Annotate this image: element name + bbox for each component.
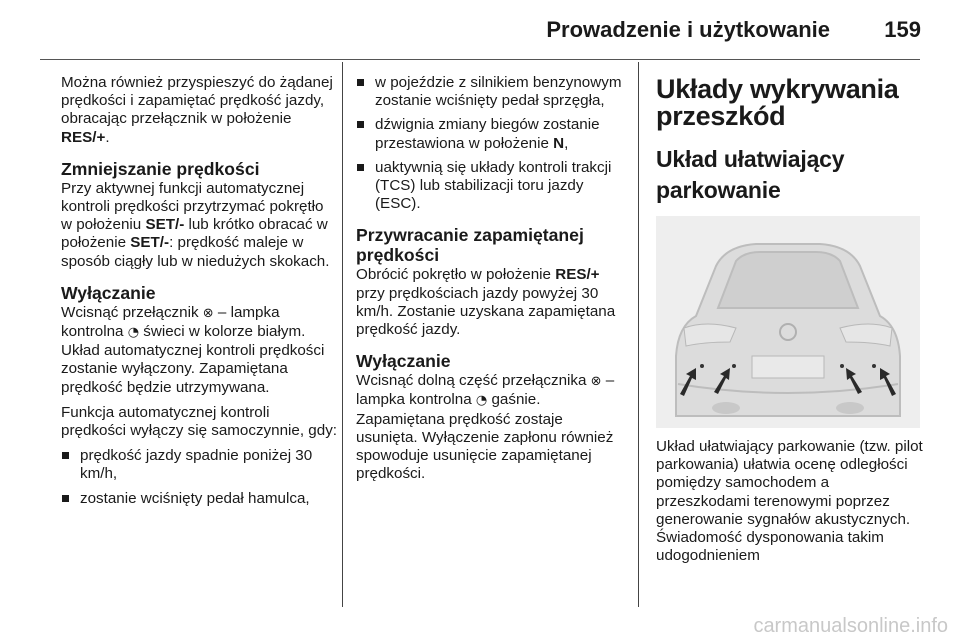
section-title: Układy wykrywania przeszkód [656,74,899,131]
list-item: uaktywnią się układy kontroli trakcji (TCS) lub stabilizacji toru jazdy (ESC). [356,159,626,214]
auto-off-list [61,447,337,508]
paragraph-decrease: Przy aktywnej funkcji automatycznej kontroli prędkości przytrzymać pokrętło w położeniu SET/- lub krótko obracać w położenie SET/-: prędkość maleje w sposób ciągły lub w niedużych skokach. [61,179,330,270]
auto-off-list-continued [356,74,626,213]
heading-clear: Wyłączanie [356,351,451,372]
page-header [0,0,960,66]
column-1 [61,74,337,514]
paragraph-accelerate: Można również przyspieszyć do żądanej prędkości i zapamiętać prędkość jazdy, obracając przełącznik w położenie RES/+. [61,74,333,146]
page-title: Prowadzenie i użytkowanie [546,17,830,42]
car-rear-illustration [656,216,920,428]
subsection-title: Układ ułatwiający parkowanie [656,146,845,203]
bullet-icon [357,164,364,171]
paragraph-auto-off: Funkcja automatycznej kontroli prędkości wyłączy się samoczynnie, gdy: [61,403,338,440]
column-divider-1 [342,62,343,607]
column-3 [656,74,926,572]
heading-decrease-speed: Zmniejszanie prędkości [61,158,260,179]
bullet-icon [62,452,69,459]
list-item: w pojeździe z silnikiem benzynowym zostanie wciśnięty pedał sprzęgła, [356,74,626,110]
column-2 [356,74,626,490]
bullet-icon [357,79,364,86]
column-divider-2 [638,62,639,607]
cruise-control-off-icon: ⊗ [202,305,214,321]
cruise-control-lamp-icon: ◔ [127,325,140,341]
paragraph-restore: Obrócić pokrętło w położenie RES/+ przy prędkościach jazdy powyżej 30 km/h. Zostanie uzyskana zapamiętana prędkość jazdy. [356,266,616,339]
heading-restore-speed: Przywracanie zapamiętanej prędkości [356,225,584,266]
list-item: dźwignia zmiany biegów zostanie przestawiona w położenie N, [356,116,626,152]
paragraph-parking-assist: Układ ułatwiający parkowanie (tzw. pilot parkowania) ułatwia ocenę odległości pomiędzy samochodem a przeszkodami terenowymi poprzez generowanie sygnałów akustycznych. Świadomość dysponowania takim udogodnieniem [656,438,923,565]
bullet-icon [62,495,69,502]
page-number: 159 [884,17,921,42]
cruise-control-off-icon: ⊗ [590,374,602,390]
parking-sensors-diagram [656,216,920,428]
cruise-control-lamp-icon: ◔ [475,393,488,409]
bullet-icon [357,121,364,128]
list-item: zostanie wciśnięty pedał hamulca, [61,490,337,508]
watermark: carmanualsonline.info [753,615,948,637]
heading-switch-off: Wyłączanie [61,282,156,303]
header-divider [40,59,920,60]
paragraph-clear: Wcisnąć dolną część przełącznika ⊗ – lampka kontrolna ◔ gaśnie. Zapamiętana prędkość zostaje usunięta. Wyłączenie zapłonu również spowoduje usunięcie zapamiętanej prędkości. [356,372,615,483]
list-item: prędkość jazdy spadnie poniżej 30 km/h, [61,447,337,483]
paragraph-switch-off: Wcisnąć przełącznik ⊗ – lampka kontrolna ◔ świeci w kolorze białym. Układ automatycznej kontroli prędkości zostanie wyłączony. Zapamiętana prędkość będzie utrzymywana. [61,303,325,396]
